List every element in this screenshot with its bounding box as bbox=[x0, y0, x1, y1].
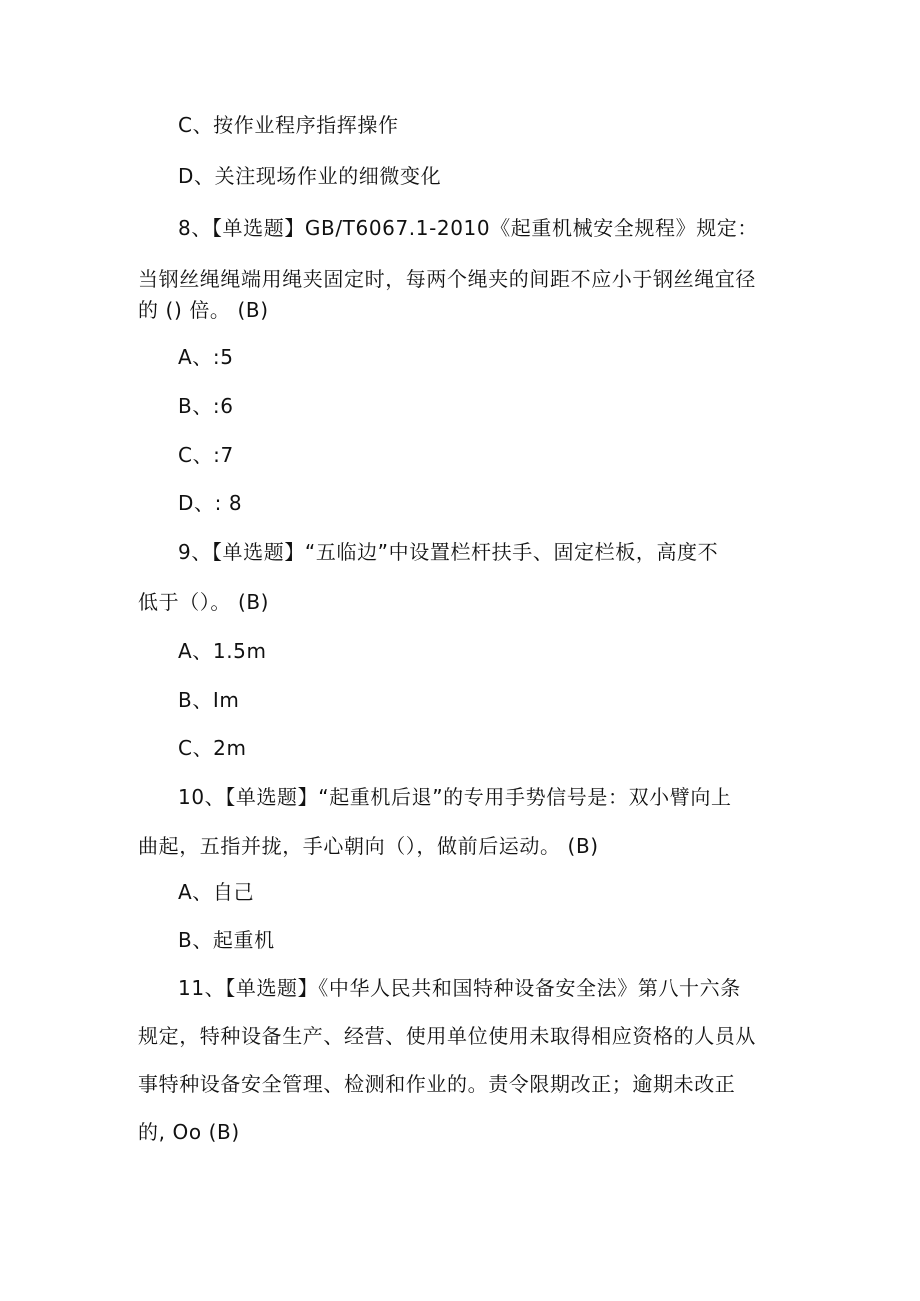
question-10-stem-continued: 曲起，五指并拢，手心朝向（），做前后运动。 (B) bbox=[138, 834, 599, 858]
option-d: D、关注现场作业的细微变化 bbox=[178, 164, 442, 188]
question-10-option-a: A、自己 bbox=[178, 880, 255, 904]
question-10-stem: 10、【单选题】“起重机后退”的专用手势信号是：双小臂向上 bbox=[178, 785, 732, 809]
question-8-stem-continued: 当钢丝绳绳端用绳夹固定时，每两个绳夹的间距不应小于钢丝绳宜径 bbox=[138, 267, 756, 291]
question-8-option-c: C、:7 bbox=[178, 443, 234, 467]
question-9-option-c: C、2m bbox=[178, 736, 247, 760]
question-10-option-b: B、起重机 bbox=[178, 928, 275, 952]
question-8-stem: 8、【单选题】GB/T6067.1-2010《起重机械安全规程》规定： bbox=[178, 216, 758, 240]
question-11-stem-continued: 事特种设备安全管理、检测和作业的。责令限期改正；逾期未改正 bbox=[138, 1072, 736, 1096]
question-11-stem: 11、【单选题】《中华人民共和国特种设备安全法》第八十六条 bbox=[178, 976, 741, 1000]
question-8-option-d: D、: 8 bbox=[178, 491, 243, 515]
question-8-option-b: B、:6 bbox=[178, 394, 234, 418]
question-8-option-a: A、:5 bbox=[178, 345, 234, 369]
question-9-stem-continued: 低于（）。 (B) bbox=[138, 590, 270, 614]
question-9-option-b: B、Im bbox=[178, 688, 240, 712]
question-9-option-a: A、1.5m bbox=[178, 639, 267, 663]
question-8-stem-continued: 的 () 倍。 (B) bbox=[138, 298, 269, 322]
question-11-stem-continued: 规定，特种设备生产、经营、使用单位使用未取得相应资格的人员从 bbox=[138, 1024, 756, 1048]
question-9-stem: 9、【单选题】“五临边”中设置栏杆扶手、固定栏板，高度不 bbox=[178, 540, 719, 564]
question-11-stem-continued: 的, Oo (B) bbox=[138, 1120, 240, 1144]
option-c: C、按作业程序指挥操作 bbox=[178, 113, 399, 137]
